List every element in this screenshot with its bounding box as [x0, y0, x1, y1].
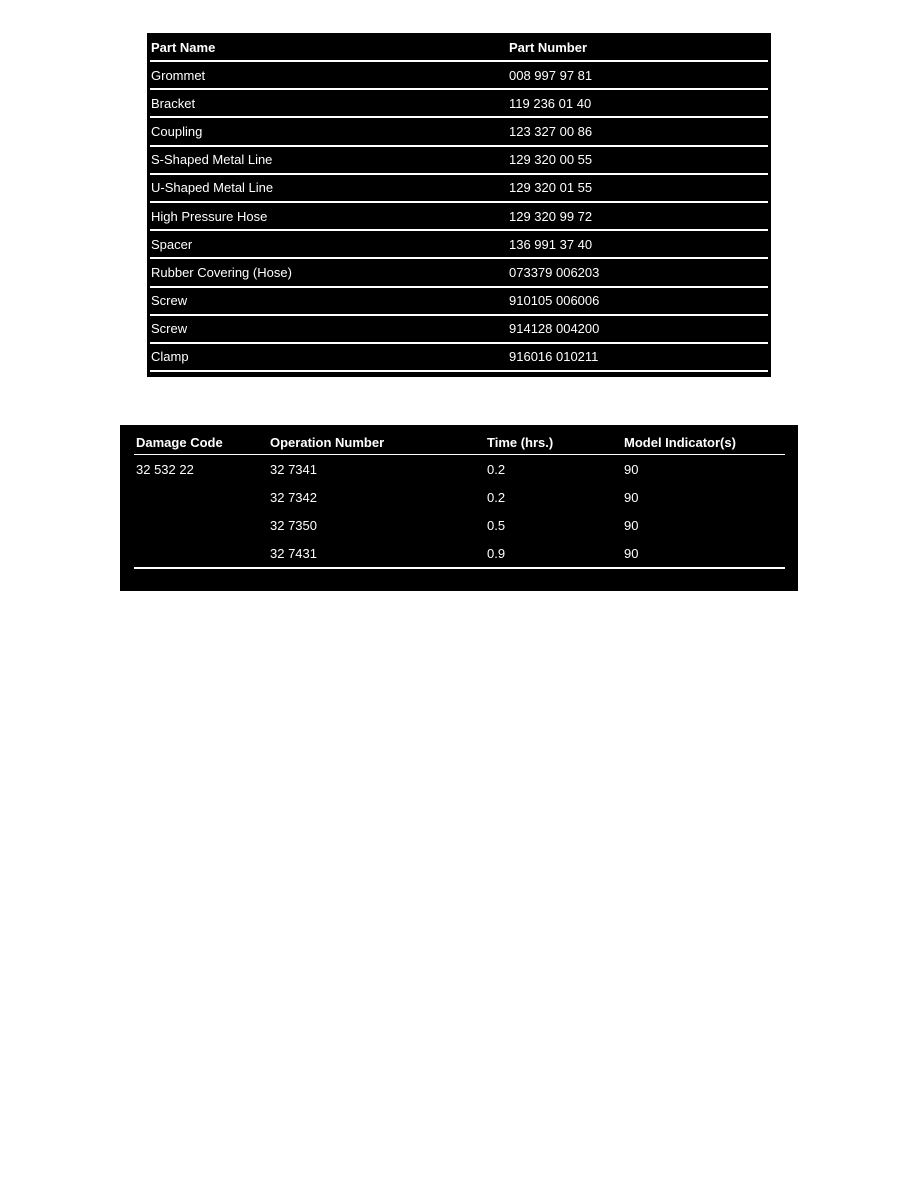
- part-number-cell: 910105 006006: [508, 287, 768, 315]
- header-damage-code: Damage Code: [134, 430, 268, 455]
- part-number-cell: 129 320 00 55: [508, 146, 768, 174]
- table-row: [150, 258, 768, 286]
- damage-code-cell: [134, 483, 268, 511]
- damage-code-cell: [134, 539, 268, 568]
- labor-table: [134, 430, 785, 569]
- table-row: [150, 89, 768, 117]
- table-row: [150, 61, 768, 89]
- part-number-cell: 119 236 01 40: [508, 89, 768, 117]
- time-cell: 0.5: [487, 517, 506, 533]
- table-row: [150, 230, 768, 258]
- operation-number-cell: 32 7341: [270, 461, 317, 477]
- part-name-cell: Clamp: [150, 343, 508, 371]
- time-cell: 0.9: [485, 539, 622, 568]
- labor-table-panel: [120, 425, 798, 591]
- labor-table-header-row: [134, 430, 785, 455]
- model-indicator-cell: 90: [624, 517, 639, 533]
- part-number-cell: 916016 010211: [508, 343, 768, 371]
- table-row: [150, 174, 768, 202]
- part-name-cell: S-Shaped Metal Line: [150, 146, 508, 174]
- table-row: [134, 511, 785, 539]
- table-row: [134, 455, 785, 484]
- model-indicator-cell: 90: [624, 489, 639, 505]
- parts-table-header-row: [150, 35, 768, 61]
- time-cell: 0.2: [487, 489, 506, 505]
- header-part-name: Part Name: [150, 35, 508, 61]
- part-name-cell: Screw: [150, 315, 508, 343]
- table-row: [134, 483, 785, 511]
- table-row: [150, 343, 768, 371]
- table-row: [150, 117, 768, 145]
- parts-table-panel: [147, 33, 771, 377]
- part-name-cell: Coupling: [150, 117, 508, 145]
- part-name-cell: Bracket: [150, 89, 508, 117]
- part-number-cell: 136 991 37 40: [508, 230, 768, 258]
- part-number-cell: 073379 006203: [508, 258, 768, 286]
- damage-code-cell: 32 532 22: [136, 461, 194, 477]
- part-number-cell: 123 327 00 86: [508, 117, 768, 145]
- part-number-cell: 914128 004200: [508, 315, 768, 343]
- parts-table: [150, 35, 768, 372]
- header-model-indicator: Model Indicator(s): [622, 430, 785, 455]
- model-indicator-cell: 90: [622, 539, 785, 568]
- part-name-cell: Grommet: [150, 61, 508, 89]
- time-cell: 0.2: [487, 461, 506, 477]
- part-number-cell: 008 997 97 81: [508, 61, 768, 89]
- operation-number-cell: 32 7431: [268, 539, 485, 568]
- damage-code-cell: [134, 511, 268, 539]
- table-row: [134, 539, 785, 568]
- part-number-cell: 129 320 99 72: [508, 202, 768, 230]
- header-operation-number: Operation Number: [268, 430, 485, 455]
- model-indicator-cell: 90: [624, 461, 639, 477]
- table-row: [150, 287, 768, 315]
- table-row: [150, 146, 768, 174]
- header-time: Time (hrs.): [485, 430, 622, 455]
- operation-number-cell: 32 7342: [270, 489, 317, 505]
- part-name-cell: U-Shaped Metal Line: [150, 174, 508, 202]
- table-row: [150, 202, 768, 230]
- part-name-cell: Screw: [150, 287, 508, 315]
- part-name-cell: Rubber Covering (Hose): [150, 258, 508, 286]
- table-row: [150, 315, 768, 343]
- operation-number-cell: 32 7350: [270, 517, 317, 533]
- header-part-number: Part Number: [508, 35, 768, 61]
- part-name-cell: Spacer: [150, 230, 508, 258]
- part-name-cell: High Pressure Hose: [150, 202, 508, 230]
- part-number-cell: 129 320 01 55: [508, 174, 768, 202]
